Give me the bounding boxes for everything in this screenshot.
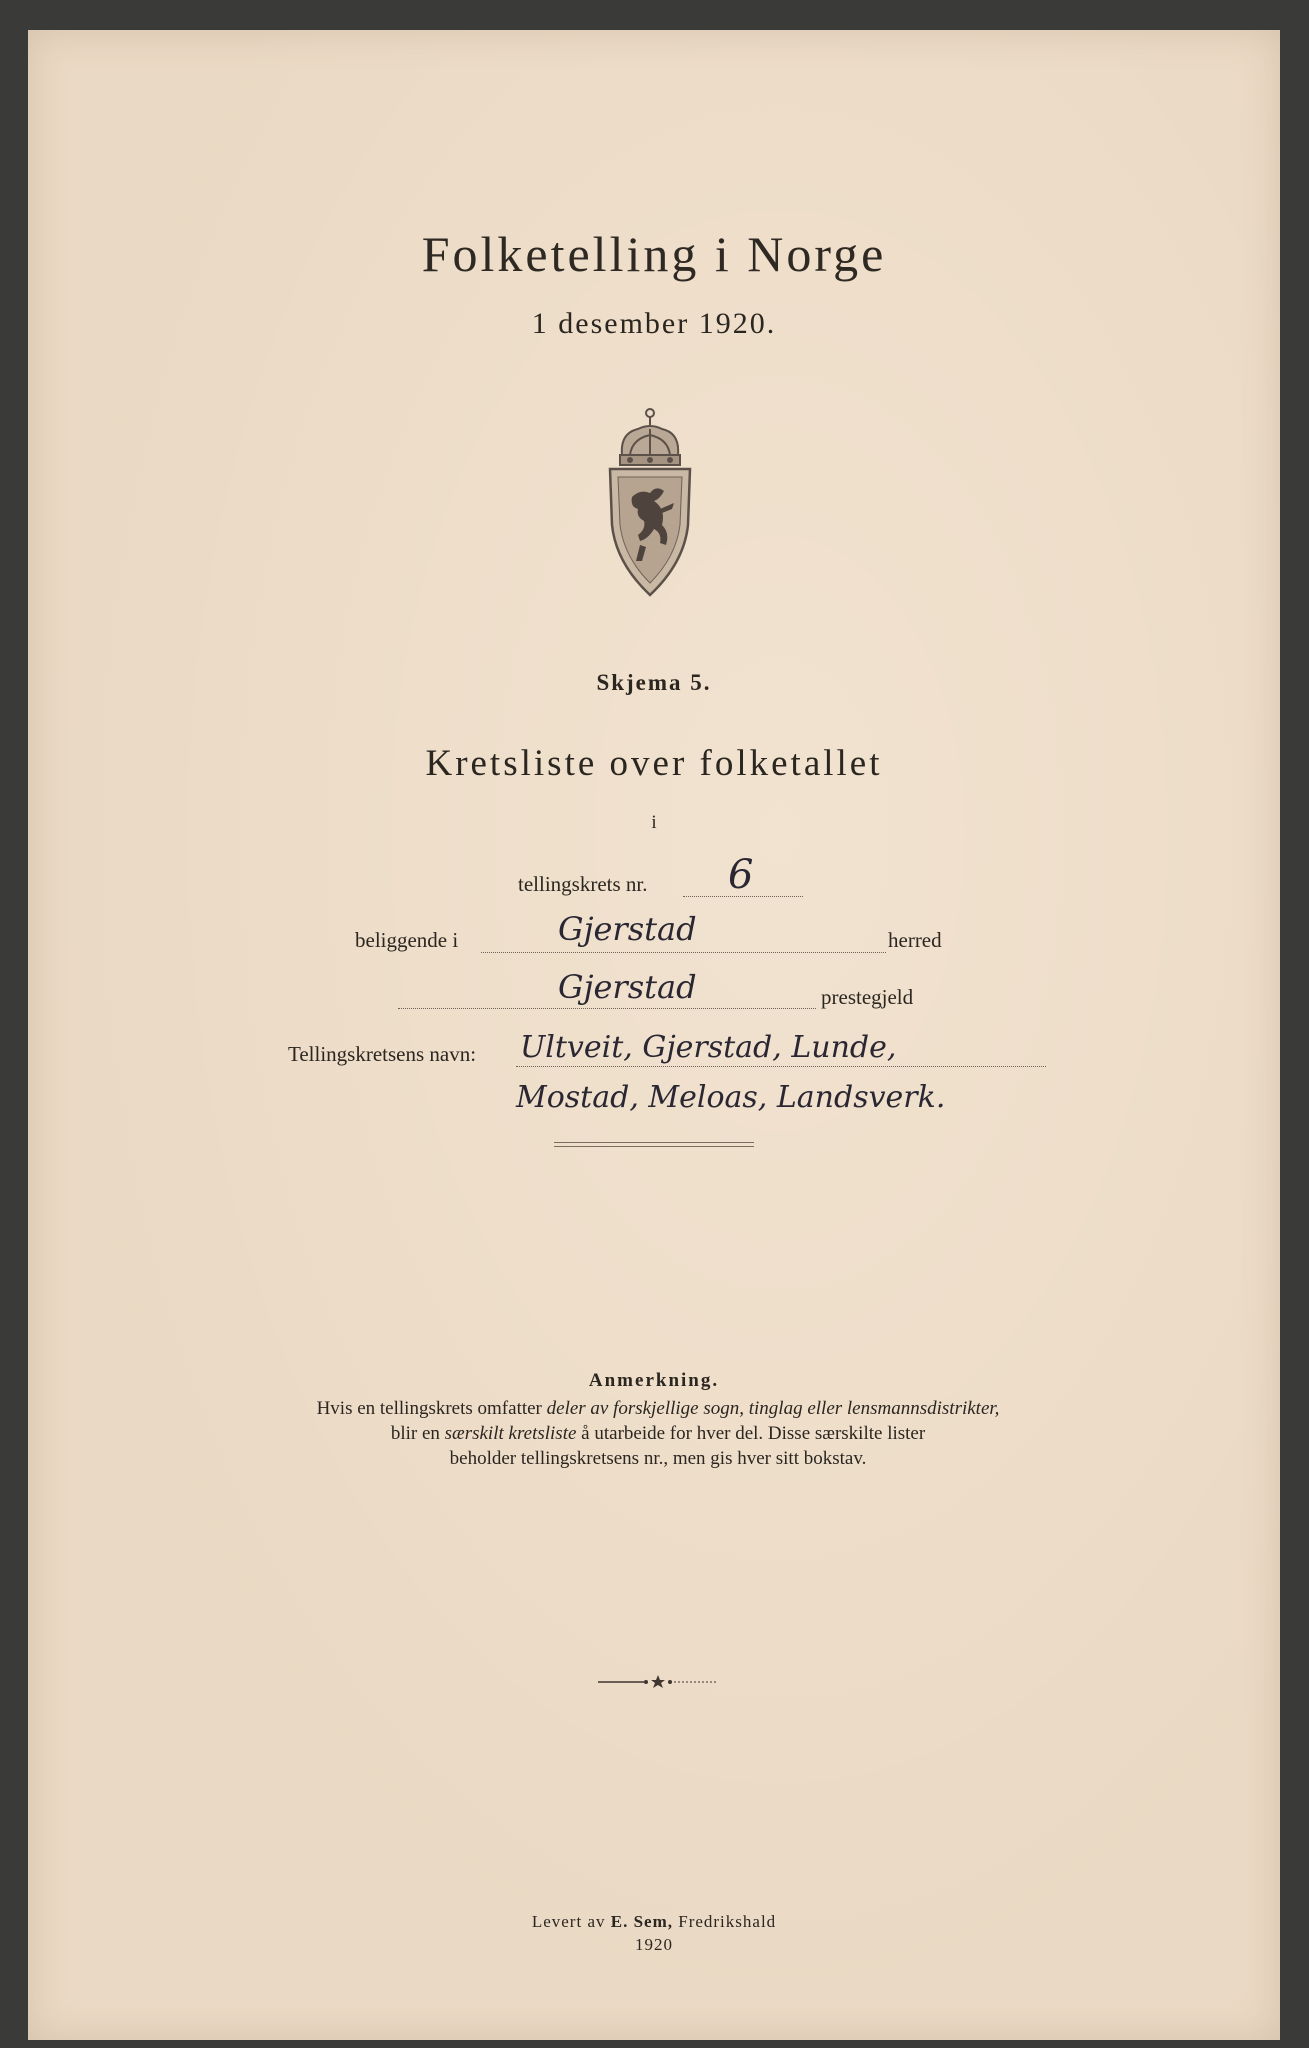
note-line-1-emphasis: deler av forskjellige sogn, tinglag eller lensmannsdistrikter,	[546, 1398, 1000, 1419]
note-line-2	[188, 1421, 1128, 1446]
schema-number: Skjema 5.	[596, 670, 712, 695]
prestegjeld-label: prestegjeld	[821, 985, 914, 1009]
note-line-2-text-a: blir en	[390, 1423, 445, 1444]
printer-city: Fredrikshald	[672, 1912, 777, 1931]
beliggende-line	[481, 952, 886, 953]
printer-prefix: Levert av	[531, 1912, 611, 1931]
form-title: Kretsliste over folketallet	[425, 743, 883, 784]
beliggende-label: beliggende i	[355, 928, 459, 952]
census-date: 1 desember 1920.	[531, 307, 777, 340]
norwegian-coat-of-arms-icon	[600, 405, 700, 605]
note-line-1	[188, 1396, 1128, 1421]
beliggende-value: Gjerstad	[558, 910, 697, 948]
herred-label: herred	[888, 928, 942, 952]
kretsnavn-line	[516, 1066, 1046, 1067]
printer-name: E. Sem,	[610, 1912, 673, 1931]
kretsnavn-value-line2: Mostad, Meloas, Landsverk.	[516, 1080, 946, 1115]
tellingskrets-label: tellingskrets nr.	[518, 872, 648, 896]
page-title: Folketelling i Norge	[421, 226, 887, 282]
note-line-2-text-c: å utarbeide for hver del. Disse særskilte lister	[576, 1423, 926, 1444]
star-ornament-icon	[598, 1672, 718, 1692]
divider-rule-bottom	[554, 1146, 754, 1147]
note-line-2-emphasis: særskilt kretsliste	[444, 1423, 577, 1444]
note-line-3: beholder tellingskretsens nr., men gis hver sitt bokstav.	[449, 1448, 867, 1469]
prestegjeld-value: Gjerstad	[558, 968, 697, 1006]
kretsnavn-label: Tellingskretsens navn:	[288, 1042, 477, 1066]
note-line-1-text: Hvis en tellingskrets omfatter	[316, 1398, 547, 1419]
tellingskrets-value: 6	[728, 852, 754, 898]
prestegjeld-line	[398, 1008, 816, 1009]
census-form-sheet	[28, 30, 1280, 2040]
printer-credit	[28, 1912, 1280, 1932]
kretsnavn-value-line1: Ultveit, Gjerstad, Lunde,	[520, 1030, 897, 1065]
note-heading: Anmerkning.	[588, 1370, 720, 1391]
printer-year: 1920	[635, 1935, 673, 1954]
connector-text: i	[651, 812, 657, 833]
divider-rule-top	[554, 1142, 754, 1143]
